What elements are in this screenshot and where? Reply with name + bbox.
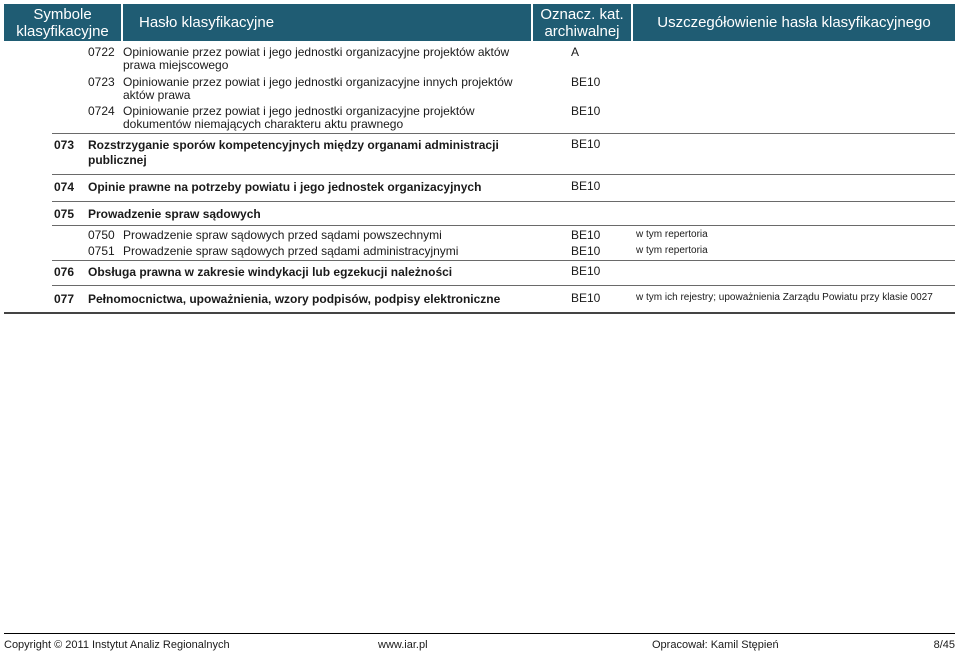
- row-category: A: [571, 45, 580, 59]
- header-archival: Oznacz. kat. archiwalnej: [533, 4, 631, 41]
- footer-author: Opracował: Kamil Stępień: [652, 639, 779, 651]
- row-name: Opiniowanie przez powiat i jego jednostki organizacyjne projektów aktów prawa miejscowego: [123, 45, 510, 72]
- row-code: 0724: [88, 104, 115, 118]
- footer-page-number: 8/45: [933, 639, 955, 651]
- row-code: 076: [54, 265, 75, 279]
- row-category: BE10: [571, 264, 601, 278]
- page-footer: [4, 633, 955, 653]
- header-symbols: Symbole klasyfikacyjne: [4, 4, 121, 41]
- row-category: BE10: [571, 244, 601, 258]
- row-category: BE10: [571, 137, 601, 151]
- row-code: 077: [54, 292, 75, 306]
- row-note: w tym ich rejestry; upoważnienia Zarządu Powiatu przy klasie 0027: [636, 292, 933, 303]
- row-note: w tym repertoria: [636, 245, 708, 256]
- header-heading: Hasło klasyfikacyjne: [123, 4, 531, 41]
- row-code: 074: [54, 180, 75, 194]
- row-name: Prowadzenie spraw sądowych przed sądami powszechnymi: [123, 228, 442, 242]
- footer-site: www.iar.pl: [378, 639, 428, 651]
- row-divider: [52, 285, 955, 286]
- row-divider: [52, 260, 955, 261]
- row-name: Rozstrzyganie sporów kompetencyjnych między organami administracji publicznej: [88, 138, 499, 167]
- row-code: 073: [54, 138, 75, 152]
- row-category: BE10: [571, 104, 601, 118]
- table-header: [4, 4, 955, 41]
- row-name: Opiniowanie przez powiat i jego jednostki organizacyjne projektów dokumentów niemających charakteru aktu prawnego: [123, 104, 475, 131]
- row-name: Pełnomocnictwa, upoważnienia, wzory podpisów, podpisy elektroniczne: [88, 292, 501, 306]
- row-divider: [52, 174, 955, 175]
- header-details: Uszczegółowienie hasła klasyfikacyjnego: [633, 4, 955, 41]
- row-name: Prowadzenie spraw sądowych: [88, 207, 261, 221]
- row-code: 0750: [88, 228, 115, 242]
- row-category: BE10: [571, 179, 601, 193]
- row-code: 0722: [88, 45, 115, 59]
- row-name: Opiniowanie przez powiat i jego jednostki organizacyjne innych projektów aktów prawa: [123, 75, 513, 102]
- row-name: Prowadzenie spraw sądowych przed sądami administracyjnymi: [123, 244, 459, 258]
- row-category: BE10: [571, 75, 601, 89]
- row-divider: [52, 133, 955, 134]
- footer-copyright: Copyright © 2011 Instytut Analiz Regionalnych: [4, 639, 230, 651]
- row-category: BE10: [571, 291, 601, 305]
- row-divider: [52, 225, 955, 226]
- row-code: 075: [54, 207, 75, 221]
- row-code: 0723: [88, 75, 115, 89]
- row-code: 0751: [88, 244, 115, 258]
- table-bottom-border: [4, 312, 955, 314]
- row-name: Opinie prawne na potrzeby powiatu i jego jednostek organizacyjnych: [88, 180, 482, 194]
- row-category: BE10: [571, 228, 601, 242]
- row-divider: [52, 201, 955, 202]
- row-note: w tym repertoria: [636, 229, 708, 240]
- row-name: Obsługa prawna w zakresie windykacji lub egzekucji należności: [88, 265, 453, 279]
